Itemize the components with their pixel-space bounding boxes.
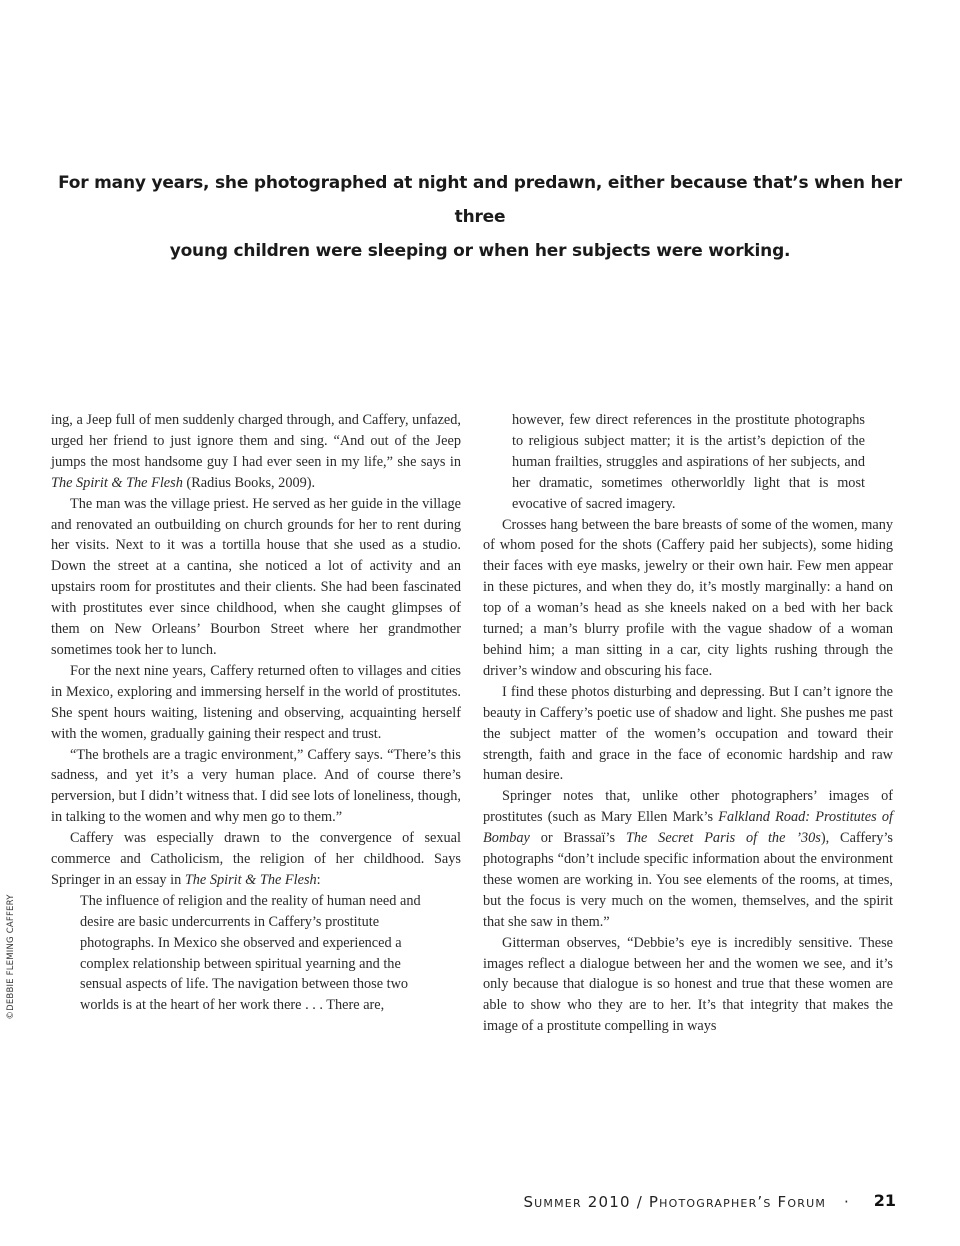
- footer-separator: ·: [844, 1193, 850, 1211]
- pull-quote-line-1: For many years, she photographed at night and predawn, either because that’s when her three: [58, 173, 902, 227]
- paragraph: ing, a Jeep full of men suddenly charged through, and Caffery, unfazed, urged her friend to just ignore them and sing. “And out of the Jeep jumps the most handsome guy I had ever seen in my life,” she says in The Spirit & The Flesh (Radius Books, 2009).: [51, 412, 461, 491]
- pull-quote-line-2: young children were sleeping or when her subjects were working.: [169, 241, 791, 261]
- paragraph: Crosses hang between the bare breasts of some of the women, many of whom posed for the shots (Caffery paid her subjects), some hiding their faces with eye masks, jewelry or their own hair. Few men appear in these pictures, and when they do, it’s mostly marginally: a hand on top of a woman’s head as she kneels naked on a bed with her back turned; a man’s blurry profile with the vague shadow of a woman behind him; a man sitting in a car, city lights rushing through the driver’s window and obscuring his face.: [483, 516, 893, 679]
- paragraph: Caffery was especially drawn to the convergence of sexual commerce and Catholicism, the religion of her childhood. Says Springer in an essay in The Spirit & The Flesh:: [51, 830, 461, 888]
- photo-credit: ©DEBBIE FLEMING CAFFERY: [6, 894, 16, 1020]
- right-column: [483, 410, 893, 1037]
- block-quote: The influence of religion and the reality of human need and desire are basic undercurrents in Caffery’s prostitute photographs. In Mexico she observed and experienced a complex relationship between spiritual yearning and the sensual aspects of life. The navigation between those two worlds is at the heart of her work there . . . There are,: [80, 892, 421, 1014]
- page-number: 21: [873, 1191, 896, 1210]
- running-footer: [523, 1193, 868, 1211]
- pull-quote: [40, 166, 920, 268]
- paragraph: For the next nine years, Caffery returned often to villages and cities in Mexico, exploring and immersing herself in the world of prostitutes. She spent hours waiting, listening and observing, acquainting herself with the women, gradually gaining their respect and trust.: [51, 662, 461, 742]
- paragraph: The man was the village priest. He served as her guide in the village and renovated an outbuilding on church grounds for her to rent during her visits. Next to it was a tortilla house that she used as a studio. Down the street at a cantina, she noticed a lot of activity and an upstairs room for prostitutes and their clients. She had been fascinated with prostitutes ever since childhood, when she caught glimpses of them on New Orleans’ Bourbon Street where her grandmother sometimes took her to lunch.: [51, 495, 461, 658]
- issue-label: Summer 2010 / Photographer’s Forum: [523, 1193, 827, 1211]
- paragraph: “The brothels are a tragic environment,” Caffery says. “There’s this sadness, and yet it’s a very human place. And of course there’s perversion, but I didn’t witness that. I did see lots of loneliness, though, in talking to the women and why men go to them.”: [51, 746, 461, 826]
- paragraph: I find these photos disturbing and depressing. But I can’t ignore the beauty in Caffery’s poetic use of shadow and light. She pushes me past the subject matter of the women’s occupation and toward their strength, faith and grace in the face of economic hardship and raw human desire.: [483, 683, 893, 784]
- paragraph: Springer notes that, unlike other photographers’ images of prostitutes (such as Mary Ellen Mark’s Falkland Road: Prostitutes of Bombay or Brassaï’s The Secret Paris of the ’30s), Caffery’s photographs “don’t include specific information about the environment these women are working in. You see elements of the rooms, at times, but the focus is very much on the women, themselves, and the spirit that she saw in them.”: [483, 788, 893, 930]
- left-column: [51, 410, 461, 1016]
- paragraph: Gitterman observes, “Debbie’s eye is incredibly sensitive. These images reflect a dialogue between her and the women we see, and it’s only because that dialogue is so honest and true that these women are able to show who they are to her. It’s that integrity that makes the image of a prostitute compelling in ways: [483, 934, 893, 1035]
- block-quote-continued: however, few direct references in the prostitute photographs to religious subject matter; it is the artist’s depiction of the human frailties, struggles and aspirations of her subjects, and her dramatic, sometimes otherworldly light that is most evocative of sacred imagery.: [512, 412, 865, 512]
